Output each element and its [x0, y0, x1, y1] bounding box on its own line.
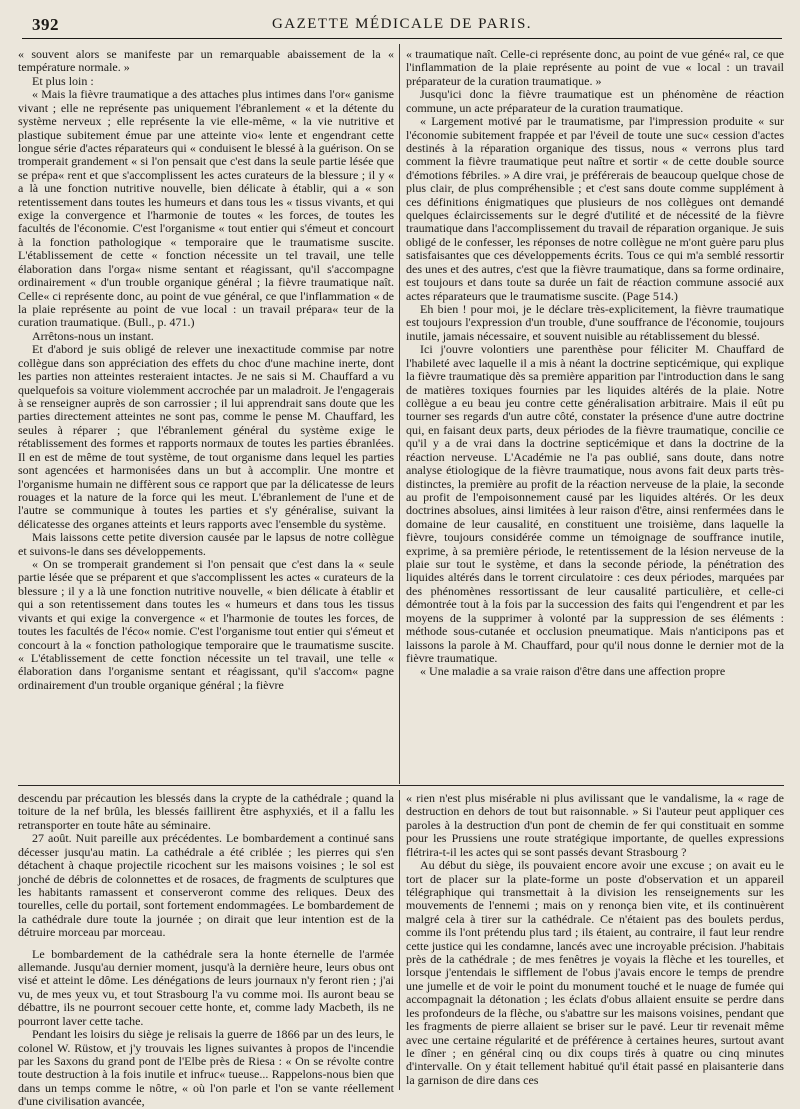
paragraph: Le bombardement de la cathédrale sera la honte éternelle de l'armée allemande. Jusqu'au dernier moment, jusqu'à la dernière heure, leurs obus ont visé et atteint le dôme. Les dénégations de leurs journaux n'y feront rien ; j'ai vu, de mes yeux vu, et tout Strasbourg l'a vu comme moi. Ils auront beau se débattre, ils ne pourront secouer cette honte, et, comme lady Macbeth, ils ne pourront laver cette tache.: [18, 946, 394, 1028]
paragraph: Mais laissons cette petite diversion causée par le lapsus de notre collègue et suivons-le dans ses développements.: [18, 530, 394, 558]
paragraph: « souvent alors se manifeste par un remarquable abaissement de la « température normale. »: [18, 47, 394, 75]
paragraph: « Largement motivé par le traumatisme, par l'impression produite « sur l'économie subitement frappée et par l'éveil de toute une suc« cession d'actes destinés à la réparation organique des tissus, nous « verrons plus tard comment la fièvre traumatique peut naître et sortir « de cette double source d'émotions fébriles. » A dire vrai, je préférerais de beaucoup quelque chose de plus clair, de plus compréhensible ; et c'est sans doute comme supplément à ces définitions énigmatiques que plusieurs de nos collègues ont demandé quelques éclaircissements sur le degré d'utilité et de nécessité de la fièvre traumatique dans l'accomplissement du travail de réparation organique. Je suis obligé de le confesser, les réponses de notre collègue ne m'ont guère paru plus satisfaisantes que ces développements écrits. Tous ce qui m'a semblé ressortir des unes et des autres, c'est que la fièvre traumatique, dans sa forme ordinaire, est toujours et dans toute sa durée un fait de réaction commune associé aux actes réparateurs que le traumatisme suscite. (Page 514.): [406, 114, 784, 303]
column-divider-top: [399, 44, 400, 784]
page-header: [22, 14, 782, 39]
bottom-right-column: [406, 792, 784, 1088]
top-right-column: [406, 48, 784, 782]
bottom-left-column: [18, 791, 394, 1109]
paragraph: 27 août. Nuit pareille aux précédentes. Le bombardement a continué sans décesser jusqu'au matin. La cathédrale a été criblée ; les pierres qui s'en détachent à chaque projectile ricochent sur les maisons voisines ; le sol est jonché de débris de colonnettes et de rosaces, de fragments de sculptures que les habitants ramassent et conserveront comme des reliques. Deux des tourelles, celle du portail, sont fortement endommagées. Le bombardement de la cathédrale dure toute la journée ; on dirait que leur intention est de la détruire morceau par morceau.: [18, 831, 394, 940]
paragraph: « Une maladie a sa vraie raison d'être dans une affection propre: [420, 664, 726, 679]
paragraph: « On se tromperait grandement si l'on pensait que c'est dans la « seule partie lésée que se préparent et que s'accomplissent les actes « curateurs de la blessure ; il y a là une fonction nutritive nouvelle, « bien délicate à établir et qui a son retentissement dans toutes les « humeurs et dans tous les tissus vivants et qui exige la convergence « et l'harmonie de toutes les forces, de toutes les facultés de l'éco« nomie. C'est l'organisme tout entier qui s'émeut et concourt à la « fonction pathologique temporaire que le traumatisme suscite. « L'établissement de cette fonction nécessite un tel travail, une telle « élaboration dans l'organisme sentant et réagissant, qu'il s'accom« pagne ordinairement d'un trouble organique général ; la fièvre: [18, 557, 394, 692]
page-number: 392: [32, 15, 59, 34]
journal-title: GAZETTE MÉDICALE DE PARIS.: [271, 16, 533, 32]
paragraph: Arrêtons-nous un instant.: [32, 328, 154, 343]
paragraph: Ici j'ouvre volontiers une parenthèse pour féliciter M. Chauffard de l'habileté avec laquelle il a mis à néant la doctrine septicémique, qui explique la fièvre traumatique dès sa première apparition par l'introduction dans le sang de matières toxiques fournies par les liquides altérés de la plaie. Notre collègue a eu beau jeu contre cette généralisation arbitraire. Mais il eût pu tourner ses regards d'un autre côté, constater la présence d'une autre doctrine qui, en faisant deux parts, deux périodes de la fièvre traumatique, concilie ce qu'il y a de vrai dans la doctrine septicémique et dans la doctrine de la réaction nerveuse. L'Académie ne l'a pas oublié, sans doute, dans notre analyse étiologique de la fièvre traumatique, nous avons fait deux parts très-distinctes, la première au profit de la réaction nerveuse de la plaie, la seconde au profit de l'empoisonnement causé par les liquides altérés. Or les deux doctrines absolues, ainsi limitées à leur raison d'être, ainsi renfermées dans le domaine de leur causalité, en constituent une troisième, dans laquelle la fièvre, toujours considérée comme un témoignage de souffrance inutile, exprime, à sa première période, le retentissement de la lésion nerveuse de la plaie sur tout le système, et dans la seconde période, la pénétration des liquides altérés dans le torrent circulatoire : ces deux périodes, marquées par des phénomènes ressortissant de leur causalité particulière, et celle-ci démontrée tout à la fois par la succession des faits qui l'engendrent et par les moyens de la supprimer à volonté par la suppression de ses éléments : méthode sous-cutanée et occlusion pneumatique. Mais n'anticipons pas et laissons la parole à M. Chauffard, pour qu'il nous donne le dernier mot de la fièvre traumatique.: [406, 342, 784, 665]
paragraph: Jusqu'ici donc la fièvre traumatique est un phénomène de réaction commune, un acte préparateur de la curation traumatique.: [406, 87, 784, 115]
paragraph: descendu par précaution les blessés dans la crypte de la cathédrale ; quand la toiture de la nef brûla, les blessés faillirent être asphyxiés, et il a fallu les retransporter en toute hâte au séminaire.: [18, 791, 394, 832]
paragraph: Et d'abord je suis obligé de relever une inexactitude commise par notre collègue dans son appréciation des effets du choc d'une machine inerte, dont les parties non atteintes resteraient intactes. Je ne sais si M. Chauffard a vu quelquefois sa voiture violemment accrochée par un maladroit. Je l'engagerais à se renseigner auprès de son carrossier ; il lui apprendrait sans doute que les parties directement atteintes ne sont pas, comme le pense M. Chauffard, les seules à réparer ; que l'ébranlement général du système exige le rétablissement des formes et rapports normaux de toutes les parties ébranlées. Il en est de même de tout système, de tout organisme dans lequel les parties sont agencées et harmonisées dans un but à accomplir. Une montre et l'organisme humain ne diffèrent sous ce rapport que par la délicatesse de leurs rouages et la nature de la force qui les meut. L'ébranlement de l'une et de l'autre se communique à toutes les parties et s'y généralise, suivant la délicatesse des organes atteints et leurs rapports avec l'ensemble du système.: [18, 342, 394, 531]
top-left-column: [18, 48, 394, 782]
paragraph: « Mais la fièvre traumatique a des attaches plus intimes dans l'or« ganisme vivant ; elle ne représente pas uniquement l'ébranlement « et la détente du système nerveux ; elle représente la vie elle-même, « la vie nutritive et plastique subitement émue par une atteinte vio« lente et engendrant cette longue série d'actes réparateurs qui « conduisent le blessé à la guérison. On se tromperait grandement « si l'on pensait que c'est dans la seule partie lésée que se prépa« rent et que s'accomplissent les actes curateurs de la blessure ; il y « a là une fonction nutritive nouvelle, bien délicate à établir, qui a « son retentissement dans toutes les humeurs et dans tous les « tissus vivants, et qui exige la convergence et l'harmonie de toutes « les forces, de toutes les facultés de l'économie. C'est l'organisme « tout entier qui s'émeut et concourt à la fonction pathologique « temporaire que le traumatisme suscite. L'établissement de cette « fonction nécessite un tel travail, une telle élaboration dans l'orga« nisme sentant et réagissant, qu'il s'accompagne ordinairement « d'un trouble organique général ; la fièvre traumatique naît. Celle« ci représente donc, au point de vue général, ce que l'inflammation « de la plaie représente au point de vue local : un travail prépara« teur de la curation traumatique. (Bull., p. 471.): [18, 87, 394, 330]
paragraph: Et plus loin :: [32, 73, 94, 88]
paragraph: Eh bien ! pour moi, je le déclare très-explicitement, la fièvre traumatique est toujours l'expression d'un trouble, d'une souffrance de l'économie, toujours inutile, jamais nécessaire, et souvent nuisible au rétablissement du blessé.: [406, 302, 784, 343]
paragraph: Pendant les loisirs du siège je relisais la guerre de 1866 par un des leurs, le colonel W. Rüstow, et j'y trouvais les lignes suivantes à propos de l'incendie par les Saxons du grand pont de l'Elbe près de Riesa : « On se révolte contre toute destruction à la fois inutile et infruc« tueuse... Rappelons-nous bien que dans un temps comme le nôtre, « où l'on parle et l'on se vante réellement d'une civilisation avancée,: [18, 1027, 394, 1109]
section-divider: [18, 785, 784, 786]
paragraph: « rien n'est plus misérable ni plus avilissant que le vandalisme, la « rage de destruction en dehors de tout but raisonnable. » Si l'auteur peut appliquer ces paroles à la destruction d'un pont de chemin de fer qui constituait en somme pour les Prussiens une route stratégique importante, de quelles expressions flétrira-t-il les actes qui se sont passés devant Strasbourg ?: [406, 791, 784, 859]
paragraph: « traumatique naît. Celle-ci représente donc, au point de vue géné« ral, ce que l'inflammation de la plaie représente au point de vue « local : un travail préparateur de la curation traumatique. »: [406, 47, 784, 88]
paragraph: Au début du siège, ils pouvaient encore avoir une excuse ; on avait eu le tort de placer sur la plate-forme un poste d'observation et un appareil télégraphique qui transmettait à la division les renseignements sur les mouvements de l'ennemi ; mais on y renonça bien vite, et ils continuèrent malgré cela à tirer sur la cathédrale. Ce n'étaient pas des boulets perdus, comme ils l'ont prétendu plus tard ; ils étaient, au contraire, il faut leur rendre cette justice qui les condamne, lancés avec une incroyable précision. J'habitais près de la cathédrale ; de mes fenêtres je voyais la flèche et les tourelles, et lorsque j'entendais le sifflement de l'obus j'avais encore le temps de prendre une jumelle et de voir le point du monument touché et le nuage de fumée qui accompagnait la détonation ; les éclats d'obus allaient ensuite se perdre dans les profondeurs de la flèche, ou s'abattre sur les maisons voisines, pendant que les fragments de pierre allaient se briser sur le pavé. Leur tir revenait même avec une certaine régularité et de préférence à certaines heures, surtout avant le dîner ; en général cinq ou dix coups tirés à quatre ou cinq minutes d'intervalle. On y était tellement habitué qu'il était passé en plaisanterie dans la garnison de dire dans ces: [406, 858, 784, 1087]
column-divider-bottom: [399, 790, 400, 1090]
